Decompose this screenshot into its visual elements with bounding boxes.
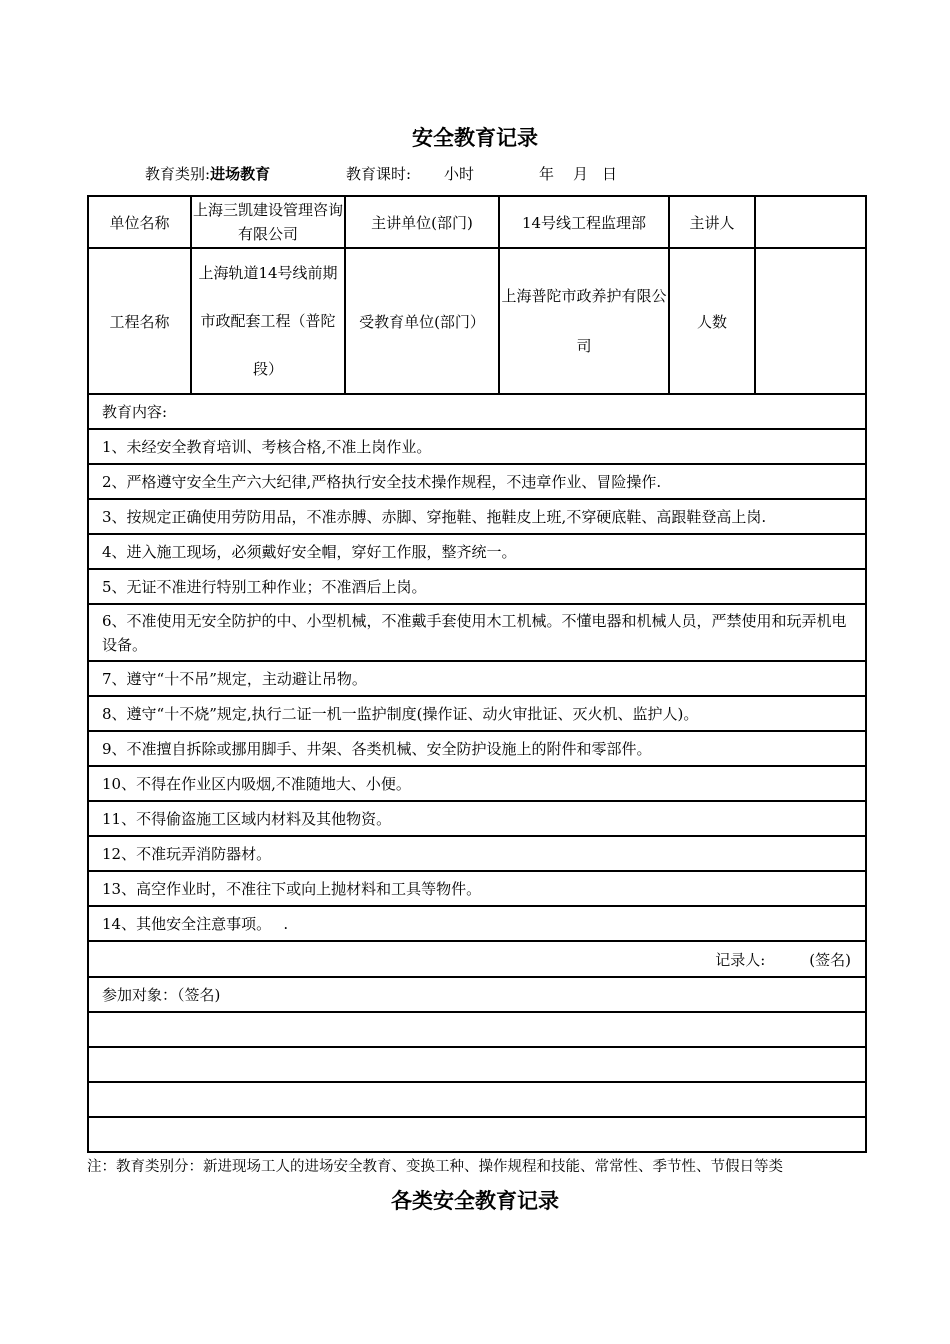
rule-item: 13、高空作业时，不准往下或向上抛材料和工具等物件。 <box>88 871 866 906</box>
rule-item: 2、严格遵守安全生产六大纪律,严格执行安全技术操作规程，不违章作业、冒险操作. <box>88 464 866 499</box>
signature-line[interactable] <box>88 1047 866 1082</box>
section-subtitle: 各类安全教育记录 <box>391 1188 559 1213</box>
lecturer-unit-value: 14号线工程监理部 <box>499 196 669 248</box>
project-name-label: 工程名称 <box>88 248 191 394</box>
headcount-label: 人数 <box>669 248 755 394</box>
education-hours-label: 教育课时: <box>346 165 412 183</box>
rule-item: 5、无证不准进行特别工种作业；不准酒后上岗。 <box>88 569 866 604</box>
content-label: 教育内容: <box>88 394 866 429</box>
date-day: 日 <box>602 165 618 183</box>
recorder-label: 记录人: <box>715 950 766 969</box>
project-name-value: 上海轨道14号线前期市政配套工程（普陀段） <box>191 248 345 394</box>
footnote: 注：教育类别分：新进现场工人的进场安全教育、变换工种、操作规程和技能、常常性、季节性、节假日等类 <box>87 1159 783 1175</box>
rule-item: 10、不得在作业区内吸烟,不准随地大、小便。 <box>88 766 866 801</box>
education-hours-unit: 小时 <box>444 165 475 183</box>
rule-item: 9、不准擅自拆除或挪用脚手、井架、各类机械、安全防护设施上的附件和零部件。 <box>88 731 866 766</box>
rule-item: 3、按规定正确使用劳防用品，不准赤膊、赤脚、穿拖鞋、拖鞋皮上班,不穿硬底鞋、高跟鞋登高上岗. <box>88 499 866 534</box>
unit-name-label: 单位名称 <box>88 196 191 248</box>
page-title: 安全教育记录 <box>412 125 538 150</box>
date-month: 月 <box>573 165 589 183</box>
education-record-table <box>87 195 867 1153</box>
signature-line[interactable] <box>88 1117 866 1152</box>
rule-item: 12、不准玩弄消防器材。 <box>88 836 866 871</box>
category-value: 进场教育 <box>210 165 271 183</box>
recorder-signature: (签名) <box>809 950 851 969</box>
trainee-unit-label: 受教育单位(部门） <box>345 248 499 394</box>
rule-item: 7、遵守“十不吊”规定，主动避让吊物。 <box>88 661 866 696</box>
lecturer-value <box>755 196 866 248</box>
rule-item: 6、不准使用无安全防护的中、小型机械，不准戴手套使用木工机械。不懂电器和机械人员，严禁使用和玩弄机电设备。 <box>88 604 866 661</box>
signature-line[interactable] <box>88 1012 866 1047</box>
lecturer-label: 主讲人 <box>669 196 755 248</box>
trainee-unit-value: 上海普陀市政养护有限公司 <box>499 248 669 394</box>
category-label: 教育类别: <box>145 165 211 183</box>
lecturer-unit-label: 主讲单位(部门) <box>345 196 499 248</box>
rule-item: 8、遵守“十不烧”规定,执行二证一机一监护制度(操作证、动火审批证、灭火机、监护人)。 <box>88 696 866 731</box>
headcount-value <box>755 248 866 394</box>
date-year: 年 <box>539 165 555 183</box>
rule-item: 11、不得偷盗施工区域内材料及其他物资。 <box>88 801 866 836</box>
unit-name-value: 上海三凯建设管理咨询有限公司 <box>191 196 345 248</box>
signature-line[interactable] <box>88 1082 866 1117</box>
recorder-row <box>88 941 866 977</box>
rule-item: 1、未经安全教育培训、考核合格,不准上岗作业。 <box>88 429 866 464</box>
education-category <box>145 163 270 184</box>
rule-item: 14、其他安全注意事项。 . <box>88 906 866 941</box>
participants-label: 参加对象：（签名) <box>88 977 866 1012</box>
rule-item: 4、进入施工现场，必须戴好安全帽，穿好工作服，整齐统一。 <box>88 534 866 569</box>
